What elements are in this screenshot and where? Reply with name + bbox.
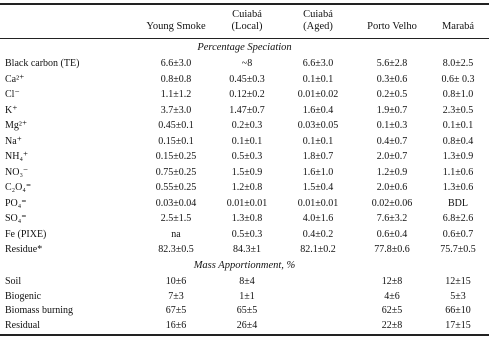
table-cell: 12±15 [445, 276, 471, 287]
column-header-young-smoke [140, 21, 212, 33]
table-cell: 0.55±0.25 [155, 182, 197, 193]
table-cell: 0.1±0.1 [442, 120, 474, 131]
column-header-porto-velho [356, 21, 428, 33]
table-row [0, 167, 489, 179]
row-label: Residual [5, 319, 40, 331]
table-row [0, 136, 489, 148]
table-cell: 65±5 [236, 305, 258, 316]
table-cell: 0.03±0.05 [297, 120, 339, 131]
table-cell: 5.6±2.8 [376, 58, 408, 69]
header-rule [0, 38, 489, 39]
column-header-line: Cuiabá [232, 9, 262, 20]
table-cell: 1.8±0.7 [302, 151, 334, 162]
table-cell: 12±8 [381, 276, 403, 287]
table-cell: 75.7±0.5 [440, 244, 476, 255]
table-row [0, 244, 489, 256]
table-cell: 7.6±3.2 [376, 213, 408, 224]
table-cell: 2.0±0.6 [376, 182, 408, 193]
table-cell: 1.1±0.6 [442, 166, 474, 178]
table-cell: 84.3±1 [233, 244, 261, 255]
table-row [0, 276, 489, 288]
column-header-line: Cuiabá [303, 9, 333, 20]
table-cell: 0.3±0.6 [376, 73, 408, 85]
table-cell: 82.1±0.2 [300, 244, 336, 255]
column-header-maraba [430, 21, 486, 33]
table-cell: 0.01±0.02 [297, 89, 339, 100]
row-label: Ca²⁺ [5, 73, 25, 85]
table-cell: 6.6±3.0 [160, 58, 192, 69]
table-cell: 0.01±0.01 [226, 197, 268, 209]
table-cell: 0.5±0.3 [231, 151, 263, 162]
table-cell: 7±3 [168, 290, 184, 302]
row-label: Na⁺ [5, 135, 22, 147]
table-cell: 8.0±2.5 [442, 58, 474, 69]
table-cell: 6.6±3.0 [302, 58, 334, 69]
table-cell: 0.1±0.3 [376, 120, 408, 131]
table-cell: 10±6 [165, 276, 187, 287]
table-cell: 0.2±0.3 [231, 120, 263, 131]
table-cell: 1.1±1.2 [160, 89, 192, 100]
table-row [0, 151, 489, 163]
table-cell: 8±4 [239, 276, 255, 287]
table-cell: 16±6 [165, 319, 187, 331]
table-cell: 1.5±0.4 [302, 182, 334, 193]
table-cell: 0.01±0.01 [297, 197, 339, 209]
table-cell: 1.3±0.8 [231, 213, 263, 224]
table-top-rule [0, 3, 489, 5]
table-row [0, 305, 489, 317]
row-label: SO₄⁼ [5, 213, 27, 224]
table-row [0, 291, 489, 303]
table-cell: 0.8±1.0 [442, 89, 474, 100]
table-cell: 0.15±0.1 [158, 135, 194, 147]
table-cell: 82.3±0.5 [158, 244, 194, 255]
column-header-line: (Local) [231, 21, 263, 32]
table-cell: 66±10 [445, 305, 471, 316]
table-cell: 0.8±0.4 [442, 135, 474, 147]
row-label: Residue* [5, 244, 43, 255]
row-label: PO₄⁼ [5, 197, 27, 209]
table-cell: 26±4 [236, 319, 258, 331]
table-cell: ~8 [241, 58, 253, 69]
table-cell: 1.2±0.8 [231, 182, 263, 193]
section-title-percentage: Percentage Speciation [197, 42, 292, 53]
table-bottom-rule [0, 334, 489, 336]
table-cell: 22±8 [381, 319, 403, 331]
table-row [0, 89, 489, 101]
table-cell: 6.8±2.6 [442, 213, 474, 224]
table-cell: 77.8±0.6 [374, 244, 410, 255]
table-cell: 1.3±0.6 [442, 182, 474, 193]
table-cell: 2.3±0.5 [442, 104, 474, 116]
table-cell: 0.4±0.7 [376, 135, 408, 147]
table-row [0, 105, 489, 117]
table-cell: 0.02±0.06 [371, 197, 413, 209]
table-cell: 4.0±1.6 [302, 213, 334, 224]
table-cell: 1.2±0.9 [376, 166, 408, 178]
row-label: Soil [5, 276, 22, 287]
table-row [0, 74, 489, 86]
table-cell: 1±1 [239, 290, 255, 302]
table-cell: 1.47±0.7 [229, 104, 265, 116]
table-cell: 0.1±0.1 [302, 135, 334, 147]
table-row [0, 320, 489, 332]
table-cell: 3.7±3.0 [160, 104, 192, 116]
table-cell: 0.45±0.1 [158, 120, 194, 131]
row-label: Biomass burning [5, 305, 74, 316]
row-label: Mg²⁺ [5, 120, 28, 131]
row-label: Fe (PIXE) [5, 228, 47, 240]
table-cell: na [171, 228, 181, 240]
column-header-line: (Aged) [303, 21, 333, 32]
table-cell: 0.15±0.25 [155, 151, 197, 162]
table-cell: 0.75±0.25 [155, 166, 197, 178]
column-header-line: Young Smoke [146, 21, 206, 32]
row-label: Black carbon (TE) [5, 58, 80, 69]
column-header-line: Porto Velho [367, 21, 417, 32]
table-cell: 1.5±0.9 [231, 166, 263, 178]
table-cell: 0.03±0.04 [155, 197, 197, 209]
table-cell: 0.45±0.3 [229, 73, 265, 85]
table-cell: 1.6±1.0 [302, 166, 334, 178]
row-label: K⁺ [5, 104, 18, 116]
table-cell: 1.6±0.4 [302, 104, 334, 116]
table-cell: 0.5±0.3 [231, 228, 263, 240]
table-cell: 0.2±0.5 [376, 89, 408, 100]
column-header-cuiaba-local [217, 9, 277, 33]
table-row [0, 182, 489, 194]
row-label: C₂O₄⁼ [5, 182, 32, 193]
row-label: NO₃⁻ [5, 166, 29, 178]
column-header-cuiaba-aged [287, 9, 349, 33]
table-cell: 0.4±0.2 [302, 228, 334, 240]
table-cell: 0.1±0.1 [302, 73, 334, 85]
column-header-line: Marabá [441, 21, 475, 32]
table-row [0, 58, 489, 70]
table-cell: 0.6± 0.3 [441, 73, 475, 85]
row-label: Biogenic [5, 290, 42, 302]
table-cell: 0.6±0.7 [442, 228, 474, 240]
table-cell: 0.6±0.4 [376, 228, 408, 240]
table-cell: 1.9±0.7 [376, 104, 408, 116]
section-title-mass: Mass Apportionment, % [193, 260, 296, 271]
table-cell: 62±5 [381, 305, 403, 316]
table-row [0, 213, 489, 225]
table-cell: 4±6 [384, 290, 400, 302]
table-cell: 1.3±0.9 [442, 151, 474, 162]
row-label: Cl⁻ [5, 89, 20, 100]
table-row [0, 120, 489, 132]
table-cell: 5±3 [450, 290, 466, 302]
table-cell: 17±15 [445, 319, 471, 331]
table-cell: 0.12±0.2 [229, 89, 265, 100]
table-cell: BDL [448, 197, 468, 209]
table-cell: 2.5±1.5 [160, 213, 192, 224]
table-cell: 0.8±0.8 [160, 73, 192, 85]
table-cell: 67±5 [165, 305, 187, 316]
table-row [0, 198, 489, 210]
table-row [0, 229, 489, 241]
table-cell: 0.1±0.1 [231, 135, 263, 147]
row-label: NH₄⁺ [5, 151, 29, 162]
table-cell: 2.0±0.7 [376, 151, 408, 162]
